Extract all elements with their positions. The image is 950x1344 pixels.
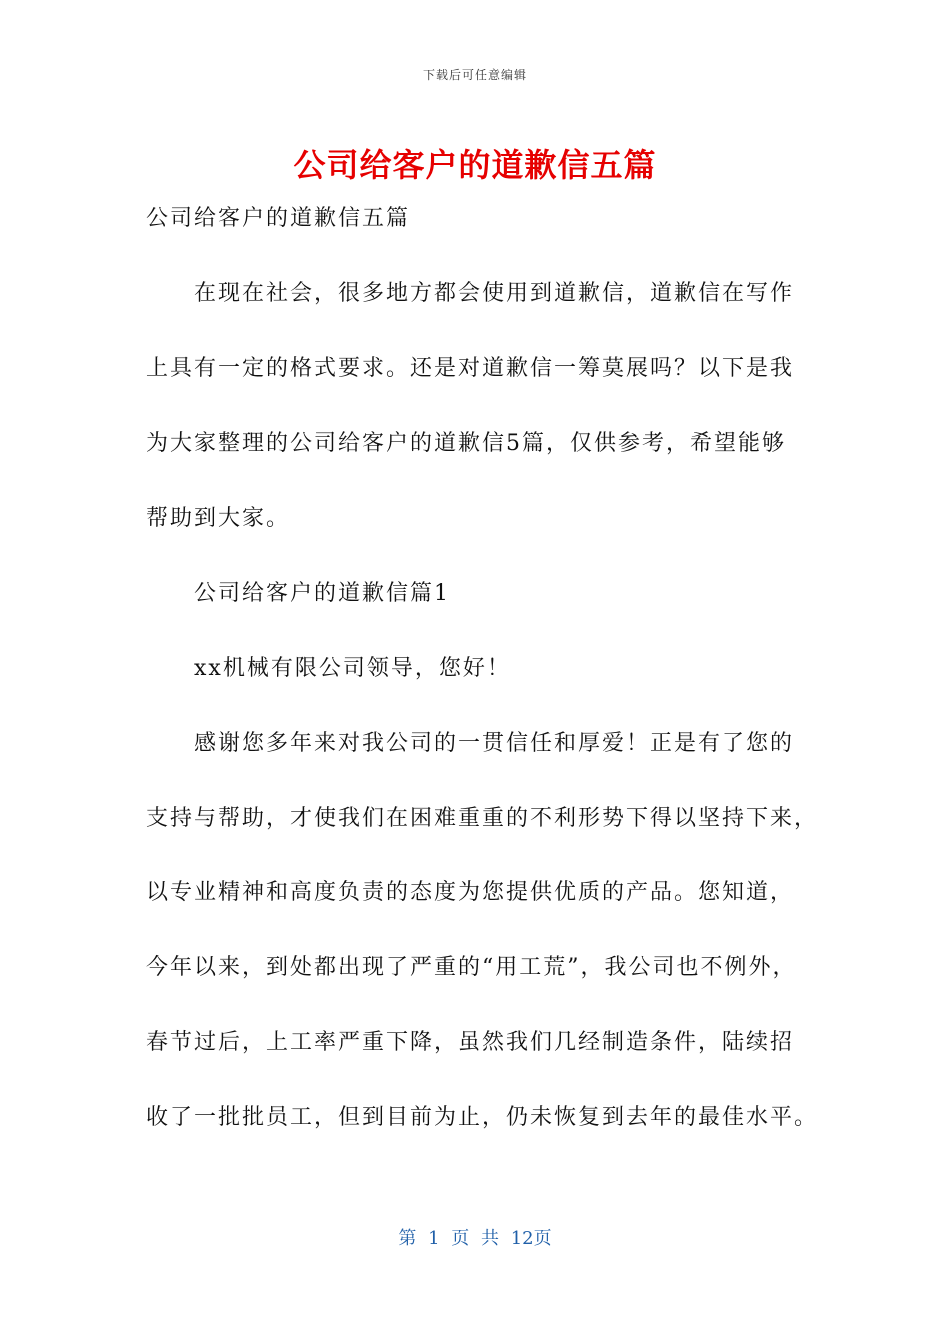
salutation-line: xx机械有限公司领导，您好！ xyxy=(194,656,511,681)
paragraph-line: 上具有一定的格式要求。还是对道歉信一筹莫展吗？以下是我 xyxy=(146,356,795,381)
paragraph-line: 支持与帮助，才使我们在困难重重的不利形势下得以坚持下来， xyxy=(146,806,819,831)
document-title: 公司给客户的道歉信五篇 xyxy=(293,146,657,184)
paragraph-line: 今年以来，到处都出现了严重的“用工荒”，我公司也不例外， xyxy=(146,955,797,980)
paragraph-line: 收了一批批员工，但到目前为止，仍未恢复到去年的最佳水平。 xyxy=(146,1105,819,1130)
subtitle-line: 公司给客户的道歉信五篇 xyxy=(146,206,411,231)
page-footer: 第 1 页 共 12页 xyxy=(398,1228,552,1249)
paragraph-line: 春节过后，上工率严重下降，虽然我们几经制造条件，陆续招 xyxy=(146,1030,795,1055)
paragraph-line: 感谢您多年来对我公司的一贯信任和厚爱！正是有了您的 xyxy=(194,731,795,756)
paragraph-line: 在现在社会，很多地方都会使用到道歉信，道歉信在写作 xyxy=(194,281,795,306)
section-heading: 公司给客户的道歉信篇1 xyxy=(194,581,450,606)
header-note: 下载后可任意编辑 xyxy=(422,68,527,82)
paragraph-line: 帮助到大家。 xyxy=(146,506,291,531)
paragraph-line: 为大家整理的公司给客户的道歉信5篇，仅供参考，希望能够 xyxy=(146,431,786,456)
paragraph-line: 以专业精神和高度负责的态度为您提供优质的产品。您知道， xyxy=(146,880,795,905)
